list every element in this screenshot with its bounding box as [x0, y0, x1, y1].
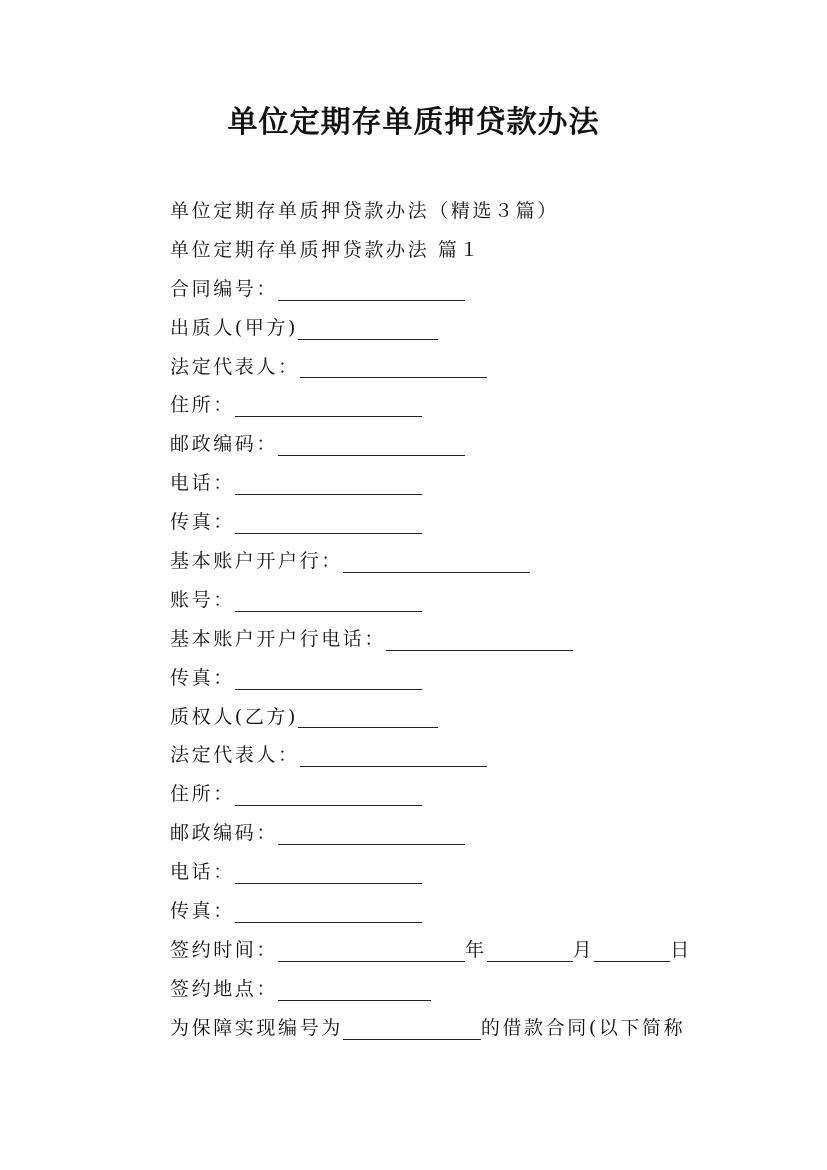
sign-time-label: 签约时间：	[170, 938, 279, 961]
fax-3-label: 传真：	[170, 900, 235, 923]
document-body	[170, 192, 710, 1048]
legal-rep-1-label: 法定代表人：	[170, 355, 300, 378]
phone-2-line	[170, 853, 710, 892]
fax-3-blank	[235, 897, 422, 923]
postcode-2-blank	[278, 819, 465, 845]
account-1-line	[170, 581, 710, 620]
postcode-1-blank	[278, 430, 465, 456]
fax-3-line	[170, 892, 710, 931]
pledgor-label: 出质人(甲方)	[170, 316, 299, 339]
bank-1-blank	[343, 547, 530, 573]
pledgor-blank	[298, 314, 438, 340]
legal-rep-2-blank	[300, 741, 487, 767]
sign-time-line	[170, 931, 710, 970]
intro-text: 单位定期存单质押贷款办法（精选３篇）	[170, 200, 559, 222]
phone-1-label: 电话：	[170, 472, 235, 495]
legal-rep-2-line	[170, 736, 710, 775]
address-2-label: 住所：	[170, 783, 235, 806]
postcode-2-line	[170, 814, 710, 853]
sign-time-day-blank	[594, 936, 670, 962]
contract-no-line	[170, 270, 710, 309]
sign-place-line	[170, 970, 710, 1009]
address-1-label: 住所：	[170, 394, 235, 417]
sign-time-year-blank	[278, 936, 465, 962]
bank-phone-1-blank	[386, 625, 573, 651]
legal-rep-1-blank	[300, 352, 487, 378]
purpose-line	[170, 1009, 710, 1048]
postcode-1-label: 邮政编码：	[170, 433, 279, 456]
year-label: 年	[465, 938, 487, 961]
address-1-blank	[235, 391, 422, 417]
contract-ref-blank	[343, 1014, 481, 1040]
postcode-1-line	[170, 425, 710, 464]
sign-place-label: 签约地点：	[170, 977, 279, 1000]
postcode-2-label: 邮政编码：	[170, 822, 279, 845]
bank-1-line	[170, 542, 710, 581]
address-2-blank	[235, 780, 422, 806]
bank-phone-1-label: 基本账户开户行电话：	[170, 627, 387, 650]
contract-no-label: 合同编号：	[170, 277, 279, 300]
pledgor-line	[170, 309, 710, 348]
fax-1-blank	[235, 508, 422, 534]
phone-2-blank	[235, 858, 422, 884]
sign-time-month-blank	[487, 936, 573, 962]
fax-2-blank	[235, 664, 422, 690]
fax-2-line	[170, 659, 710, 698]
bank-1-label: 基本账户开户行：	[170, 550, 343, 573]
day-label: 日	[670, 938, 692, 961]
article-heading-line	[170, 231, 710, 270]
fax-1-line	[170, 503, 710, 542]
account-1-blank	[235, 586, 422, 612]
bank-phone-1-line	[170, 620, 710, 659]
address-1-line	[170, 386, 710, 425]
article-heading-text: 单位定期存单质押贷款办法 篇１	[170, 238, 482, 261]
purpose-text-a: 为保障实现编号为	[170, 1016, 343, 1039]
purpose-text-b: 的借款合同(以下简称	[480, 1016, 686, 1039]
fax-1-label: 传真：	[170, 511, 235, 534]
account-1-label: 账号：	[170, 588, 235, 611]
phone-2-label: 电话：	[170, 861, 235, 884]
phone-1-line	[170, 464, 710, 503]
pledgee-label: 质权人(乙方)	[170, 705, 299, 728]
fax-2-label: 传真：	[170, 666, 235, 689]
month-label: 月	[572, 938, 595, 961]
pledgee-blank	[298, 702, 438, 728]
legal-rep-1-line	[170, 348, 710, 387]
contract-no-blank	[278, 275, 465, 301]
legal-rep-2-label: 法定代表人：	[170, 744, 300, 767]
pledgee-line	[170, 698, 710, 737]
sign-place-blank	[278, 975, 431, 1001]
phone-1-blank	[235, 469, 422, 495]
intro-line	[170, 192, 710, 231]
address-2-line	[170, 775, 710, 814]
document-title: 单位定期存单质押贷款办法	[227, 105, 600, 140]
